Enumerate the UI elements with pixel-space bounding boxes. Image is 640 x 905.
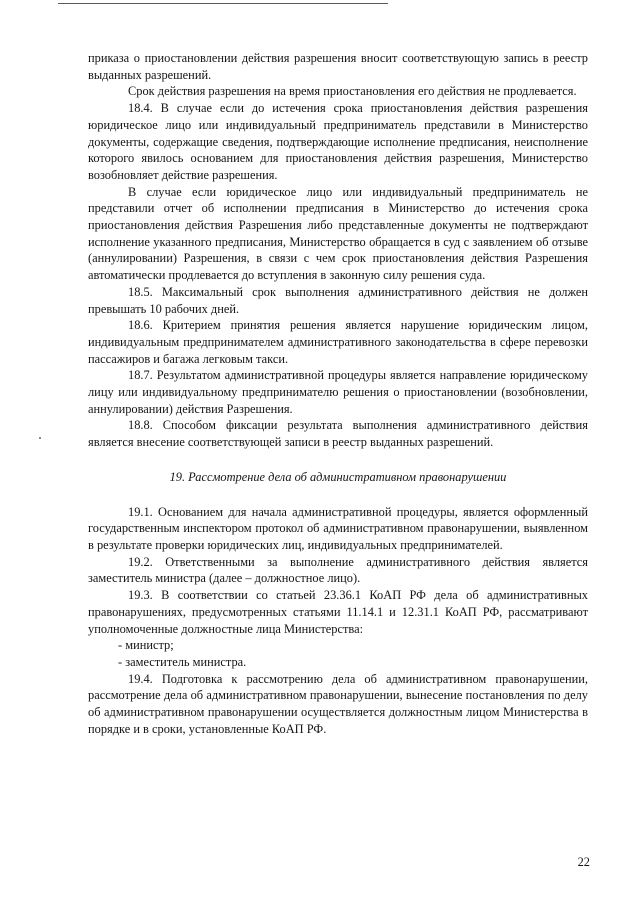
paragraph-18-4-court: В случае если юридическое лицо или индивидуальный предприниматель не представили отчет об исполнении предписания в Министерство до истечения срока приостановления действия Разрешения либо представленные документы не подтверждают исполнение указанного предписания, Министерство обращается в суд с заявлением об отзыве (аннулировании) Разрешения, в связи с чем срок приостановления действия Разрешения автоматически продлевается до вступления в законную силу решения суда. bbox=[88, 184, 588, 283]
paragraph-19-2: 19.2. Ответственными за выполнение административного действия является заместитель министра (далее – должностное лицо). bbox=[88, 554, 588, 586]
section-heading-19: 19. Рассмотрение дела об административном правонарушении bbox=[169, 469, 507, 484]
document-body bbox=[88, 50, 588, 737]
paragraph-18-6: 18.6. Критерием принятия решения является нарушение юридическим лицом, индивидуальным предпринимателем административного законодательства в сфере перевозки пассажиров и багажа легковым такси. bbox=[88, 318, 588, 366]
list-item-minister: - министр; bbox=[118, 638, 174, 653]
paragraph-18-5: 18.5. Максимальный срок выполнения административного действия не должен превышать 10 рабочих дней. bbox=[88, 284, 588, 316]
paragraph-19-1: 19.1. Основанием для начала административной процедуры, является оформленный государственным инспектором протокол об административном правонарушении, выявленном в результате проверки юридических лиц, индивидуальных предпринимателей. bbox=[88, 504, 588, 552]
paragraph-continuation: приказа о приостановлении действия разрешения вносит соответствующую запись в реестр выданных разрешений. bbox=[88, 51, 588, 82]
paragraph-18-8: 18.8. Способом фиксации результата выполнения административного действия является внесение соответствующей записи в реестр выданных разрешений. bbox=[88, 418, 588, 450]
paragraph-19-3: 19.3. В соответствии со статьей 23.36.1 КоАП РФ дела об административных правонарушениях, предусмотренных статьями 11.14.1 и 12.31.1 КоАП РФ, рассматривают уполномоченные должностные лица Министерства: bbox=[88, 588, 588, 636]
paragraph-18-7: 18.7. Результатом административной процедуры является направление юридическому лицу или индивидуальному предпринимателю решения о приостановлении (возобновлении, аннулировании) действия Разрешения. bbox=[88, 368, 588, 416]
list-item-deputy-minister: - заместитель министра. bbox=[118, 654, 247, 669]
paragraph-19-4: 19.4. Подготовка к рассмотрению дела об административном правонарушении, рассмотрение дела об административном правонарушении, вынесение постановления по делу об административном правонарушении осуществляется должностным лицом Министерства в порядке и в сроки, установленные КоАП РФ. bbox=[88, 671, 588, 736]
paragraph-18-4: 18.4. В случае если до истечения срока приостановления действия разрешения юридическое лицо или индивидуальный предприниматель представили в Министерство документы, содержащие сведения, подтверждающие исполнение предписания, неисполнение которого явилось основанием для приостановления действия разрешения, Министерство возобновляет действие разрешения. bbox=[88, 101, 588, 182]
paragraph-validity-term: Срок действия разрешения на время приостановления его действия не продлевается. bbox=[128, 84, 577, 99]
scan-top-line bbox=[58, 3, 388, 4]
page-number: 22 bbox=[577, 855, 590, 869]
scan-dot bbox=[39, 437, 41, 439]
